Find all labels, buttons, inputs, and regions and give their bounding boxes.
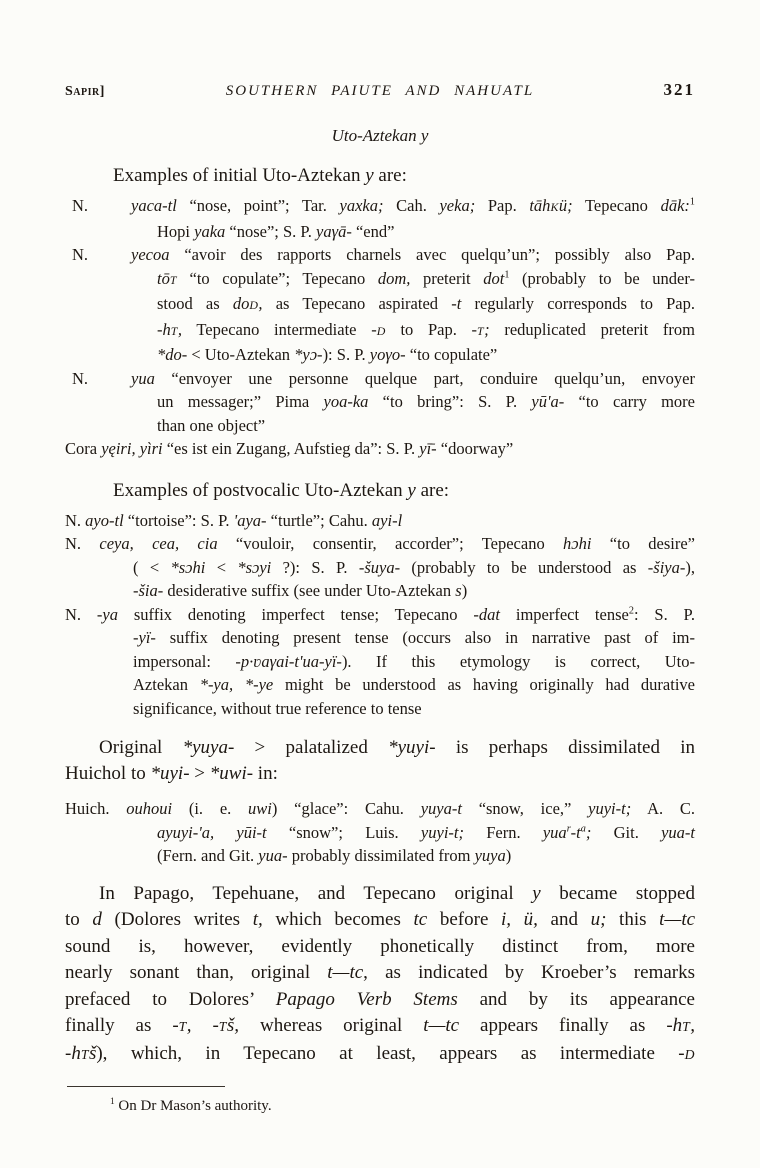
text-line: In Papago, Tepehuane, and Tepecano original y became stopped <box>99 882 695 904</box>
text-line: stood as doD, as Tepecano aspirated -t regularly corresponds to Pap. <box>157 294 695 313</box>
text-line: ( < *sɔhi < *sɔyi ?): S. P. -šuya- (probably to be understood as -šiya-), <box>133 557 695 577</box>
text-line: un messager;” Pima yoa-ka “to bring”: S. P. yū'a- “to carry more <box>157 392 696 411</box>
entries-initial-y <box>65 194 695 461</box>
text-line: -hT, Tepecano intermediate -D to Pap. -T; reduplicated preterit from <box>157 319 695 339</box>
text-line: $^1$ On Dr Mason’s authority. <box>110 1097 272 1114</box>
text-line: Huichol to *uyi- > *uwi- in: <box>65 763 278 784</box>
text-line: (Fern. and Git. yua- probably dissimilated from yuya) <box>157 846 512 865</box>
text-line: tōT “to copulate”; Tepecano dom, preterit dot$^1$ (probably to be under- <box>157 268 695 288</box>
text-line: Cora yęiri, yìri “es ist ein Zugang, Aufstieg da”: S. P. yī̄- “doorway” <box>65 439 514 458</box>
entries-postvocalic-y <box>65 509 695 721</box>
text-line: Original *yuya- > palatalized *yuyi- is perhaps dissimilated in <box>99 737 695 758</box>
text-line: Examples of initial Uto-Aztekan y are: <box>113 165 407 186</box>
footnote-rule <box>67 1086 225 1087</box>
section-title: Uto-Aztekan y <box>331 126 429 145</box>
text-line: Examples of postvocalic Uto-Aztekan y are: <box>113 479 450 501</box>
text-line: N. -ya suffix denoting imperfect tense; Tepecano -dat imperfect tense$^2$: S. P. <box>65 604 696 624</box>
text-line: N. ayo-tl “tortoise”: S. P. 'aya- “turtle”; Cahu. ayi-l <box>65 510 403 530</box>
text-line: to d (Dolores writes t, which becomes tc before i, ü, and u; this t—tc <box>65 909 696 930</box>
text-line: finally as -T, -Tš, whereas original t—tc appears finally as -hT, <box>65 1015 696 1036</box>
text-line: N. ceya, cea, cia “vouloir, consentir, accorder”; Tepecano hɔhi “to desire” <box>65 534 696 553</box>
running-header <box>65 0 695 100</box>
huichol-example-block <box>65 797 695 868</box>
running-header-author: Sapir] <box>65 84 105 99</box>
text-line: N. yecoa “avoir des rapports charnels avec quelqu’un”; possibly also Pap. <box>72 245 695 264</box>
text-line: -yï- suffix denoting present tense (occurs also in narrative past of im- <box>133 628 695 647</box>
intro-initial-y <box>65 163 695 189</box>
text-line: Aztekan *-ya, *-ye might be understood as having originally had durative <box>133 675 695 694</box>
paragraph-papago-tepecano <box>65 881 695 1069</box>
paragraph-original-yuya <box>65 735 695 787</box>
page-number: 321 <box>663 80 695 99</box>
text-line: impersonal: -p·ʋaγai-t'ua-yï-). If this etymology is correct, Uto- <box>133 651 695 671</box>
text-line: *do- < Uto-Aztekan *yɔ-): S. P. yoγo- “to copulate” <box>157 345 498 364</box>
text-line: ayuyi-'a, yūi-t “snow”; Luis. yuyi-t; Fern. $yua^r-t^a$; Git. yua-t <box>157 822 695 842</box>
text-line: nearly sonant than, original t—tc, as indicated by Kroeber’s remarks <box>65 962 695 983</box>
text-line: -šia- desiderative suffix (see under Uto-Aztekan s) <box>133 581 468 600</box>
footnote <box>65 1096 695 1117</box>
text-line: Huich. ouhoui (i. e. uwi) “glace”: Cahu. yuya-t “snow, ice,” yuyi-t; A. C. <box>65 799 696 818</box>
intro-postvocalic-y <box>65 478 695 504</box>
running-header-title: SOUTHERN PAIUTE AND NAHUATL <box>225 83 535 99</box>
text-line: prefaced to Dolores’ Papago Verb Stems and by its appearance <box>65 988 695 1010</box>
text-line: Hopi yaka “nose”; S. P. yaγā- “end” <box>157 221 395 241</box>
text-line: N. yua “envoyer une personne quelque part, conduire quelqu’un, envoyer <box>72 368 695 388</box>
text-line: significance, without true reference to tense <box>133 698 422 718</box>
text-line: sound is, however, evidently phonetically distinct from, more <box>65 935 695 957</box>
text-line: than one object” <box>157 415 266 435</box>
text-line: -hTš), which, in Tepecano at least, appears as intermediate -D <box>65 1042 695 1064</box>
text-line: N. yaca-tl “nose, point”; Tar. yaxka; Cah. yeka; Pap. tāhKü; Tepecano dāk:$^1$ <box>72 196 695 215</box>
